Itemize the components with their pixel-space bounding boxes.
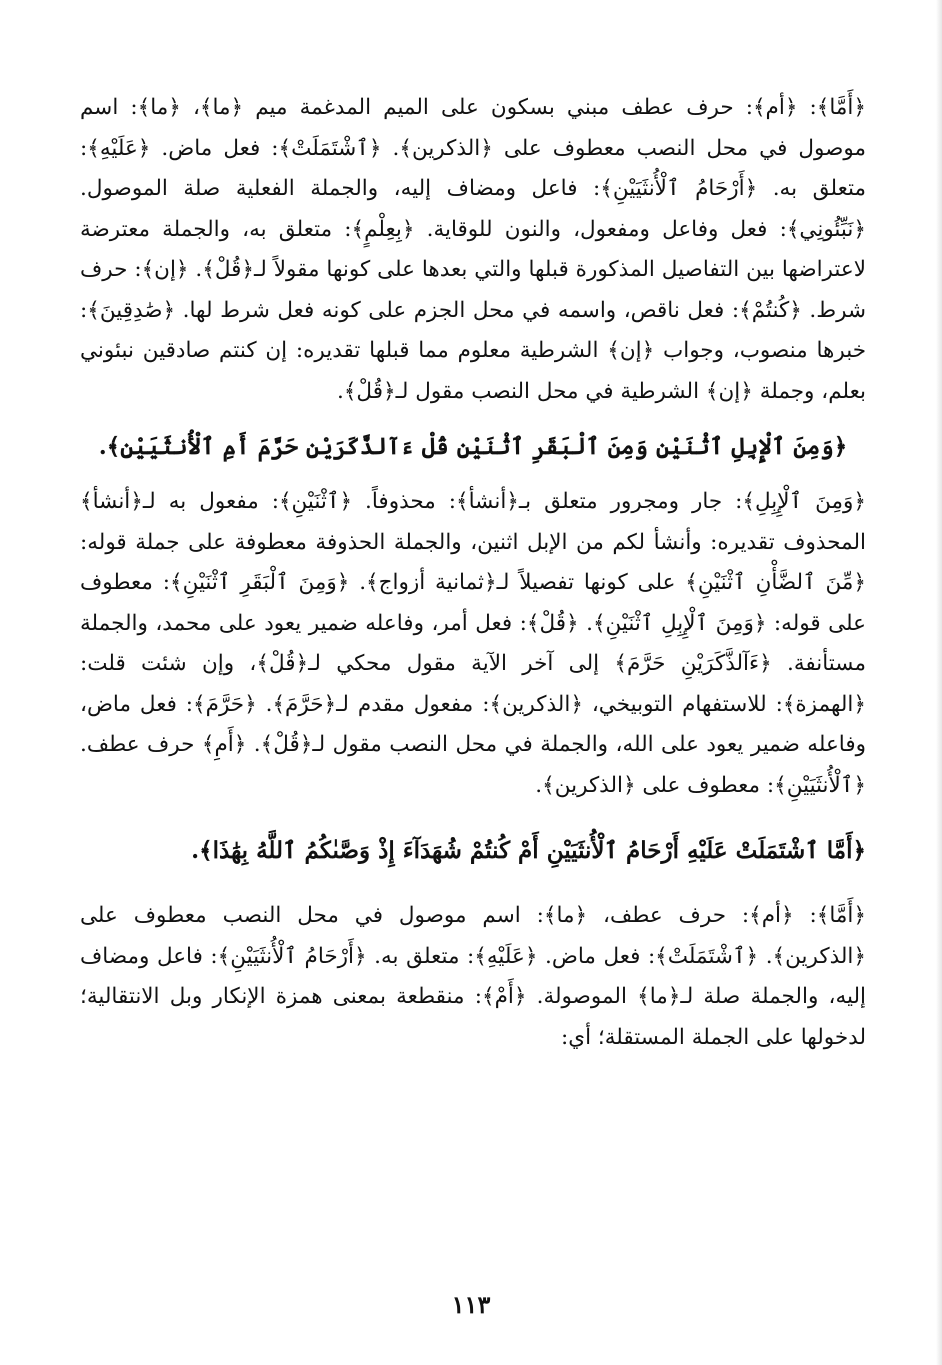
- commentary-paragraph-1: ﴿أَمَّا﴾: ﴿أم﴾: حرف عطف مبني بسكون على الميم المدغمة ميم ﴿ما﴾، ﴿ما﴾: اسم موصول في محل النصب معطوف على ﴿الذكرين﴾. ﴿ٱشْتَمَلَتْ﴾: فعل ماض. ﴿عَلَيْهِ﴾: متعلق به. ﴿أَرْحَامُ ٱلْأُنثَيَيْنِ﴾: فاعل ومضاف إليه، والجملة الفعلية صلة الموصول. ﴿نَبِّئُونِي﴾: فعل وفاعل ومفعول، والنون للوقاية. ﴿بِعِلْمٍ﴾: متعلق به، والجملة معترضة لاعتراضها بين التفاصيل المذكورة قبلها والتي بعدها على كونها مقولاً لـ﴿قُلْ﴾. ﴿إن﴾: حرف شرط. ﴿كُنتُمْ﴾: فعل ناقص، واسمه في محل الجزم على كونه فعل شرط لها. ﴿صَٰدِقِينَ﴾: خبرها منصوب، وجواب ﴿إن﴾ الشرطية معلوم مما قبلها تقديره: إن كنتم صادقين نبئوني بعلم، وجملة ﴿إن﴾ الشرطية في محل النصب مقول لـ﴿قُلْ﴾.: [80, 95, 866, 404]
- spacer: [80, 470, 866, 482]
- spacer: [80, 874, 866, 896]
- commentary-paragraph-2: ﴿وَمِنَ ٱلْإِبِلِ﴾: جار ومجرور متعلق بـ﴿أنشأ﴾: محذوفاً. ﴿ٱثْنَيْنِ﴾: مفعول به لـ﴿أنشأ﴾ المحذوف تقديره: وأنشأ لكم من الإبل اثنين، والجملة الحذوفة معطوفة على جملة قوله: ﴿مِّنَ ٱلضَّأْنِ ٱثْنَيْنِ﴾ على كونها تفصيلاً لـ﴿ثمانية أزواج﴾. ﴿وَمِنَ ٱلْبَقَرِ ٱثْنَيْنِ﴾: معطوف على قوله: ﴿وَمِنَ ٱلْإِبِلِ ٱثْنَيْنِ﴾. ﴿قُلْ﴾: فعل أمر، وفاعله ضمير يعود على محمد، والجملة مستأنفة. ﴿ءَآلذَّكَرَيْنِ حَرَّمَ﴾ إلى آخر الآية مقول محكي لـ﴿قُلْ﴾، وإن شئت قلت: ﴿الهمزة﴾: للاستفهام التوبيخي، ﴿الذكرين﴾: مفعول مقدم لـ﴿حَرَّمَ﴾. ﴿حَرَّمَ﴾: فعل ماض، وفاعله ضمير يعود على الله، والجملة في محل النصب مقول لـ﴿قُلْ﴾. ﴿أَمِ﴾ حرف عطف. ﴿ٱلْأُنثَيَيْنِ﴾: معطوف على ﴿الذكرين﴾.: [80, 489, 866, 798]
- spacer: [80, 412, 866, 424]
- page-body: [80, 88, 866, 1058]
- page-number: ١١٣: [451, 1290, 491, 1319]
- scan-edge-shadow: [936, 0, 942, 1365]
- quran-verse-2: ﴿أَمَّا ٱشْتَمَلَتْ عَلَيْهِ أَرْحَامُ ٱلْأُنثَيَيْنِ أَمْ كُنتُمْ شُهَدَآءَ إِذْ وَصَّىٰكُمُ ٱللَّهُ بِهَٰذَا﴾.: [191, 837, 866, 864]
- quran-verse-1: ﴿وَمِنَ ٱلْإِبِلِ ٱثْنَيْنِ وَمِنَ ٱلْبَقَرِ ٱثْنَيْنِ قُلْ ءَآلذَّكَرَيْنِ حَرَّمَ أَمِ ٱلْأُنثَيَيْنِ﴾.: [98, 433, 848, 460]
- commentary-paragraph-3: ﴿أَمَّا﴾: ﴿أم﴾: حرف عطف، ﴿ما﴾: اسم موصول في محل النصب معطوف على ﴿الذكرين﴾. ﴿ٱشْتَمَلَتْ﴾: فعل ماض. ﴿عَلَيْهِ﴾: متعلق به. ﴿أَرْحَامُ ٱلْأُنثَيَيْنِ﴾: فاعل ومضاف إليه، والجملة صلة لـ﴿ما﴾ الموصولة. ﴿أَمْ﴾: منقطعة بمعنى همزة الإنكار وبل الانتقالية؛ لدخولها على الجملة المستقلة؛ أي:: [80, 903, 866, 1050]
- spacer: [80, 806, 866, 828]
